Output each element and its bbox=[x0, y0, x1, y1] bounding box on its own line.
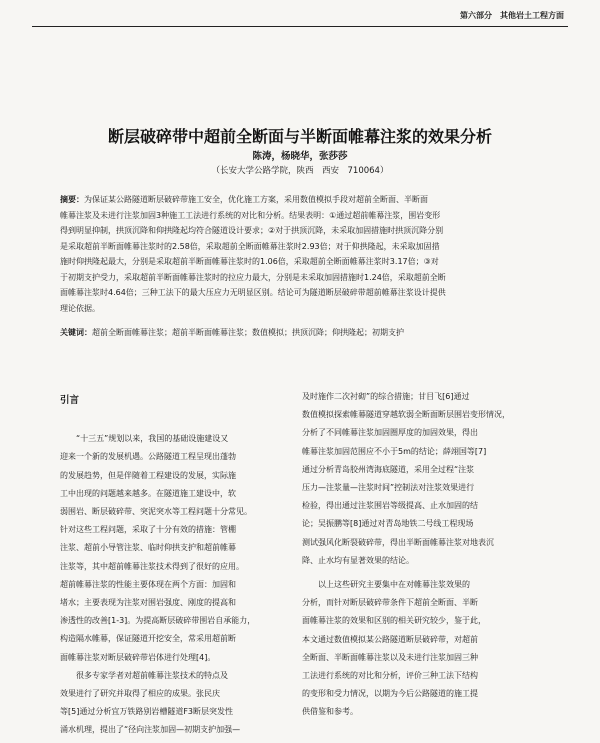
intro-heading: 引言 bbox=[60, 395, 80, 406]
keywords-text: 超前全断面帷幕注浆；超前半断面帷幕注浆；数值模拟；拱顶沉降；仰拱隆起；初期支护 bbox=[92, 328, 404, 337]
keywords-label: 关键词： bbox=[60, 328, 92, 337]
intro-paragraph-4: 以上这些研究主要集中在对帷幕注浆效果的 分析，而针对断层破碎带条件下超前全断面、半断 面帷幕注浆的效果和区别的相关研究较少，鉴于此， 本文通过数值模拟某公路隧道断层破碎带，对超前 全断面、半断面帷幕注浆以及未进行注浆加固三种 工法进行系统的对比和分析，评价三种工法下结构 的变形和受力情况，以期为今后公路隧道的施工提 供借鉴和参考。 bbox=[302, 580, 486, 717]
abstract bbox=[60, 192, 550, 316]
header-rule bbox=[32, 26, 568, 27]
intro-paragraph-1: “十三五”规划以来，我国的基础设施建设又 迎来一个新的发展机遇。公路隧道工程呈现出蓬勃 的发展趋势，但是伴随着工程建设的发展，实际施 工中出现的问题越来越多。在隧道施工建设中，软 弱围岩、断层破碎带、突泥突水等工程问题十分常见。 针对这些工程问题，采取了十分有效的措施：管棚 注浆、超前小导管注浆、临时仰拱支护和超前帷幕 注浆等，其中超前帷幕注浆技术得到了很好的应用。 超前帷幕注浆的性能主要体现在两个方面：加固和 堵水；主要表现为注浆对围岩强度、刚度的提高和 渗透性的改善[1-3]。为提高断层破碎带围岩自承能力， 构造隔水帷幕，保证隧道开挖安全，常采用超前断 面帷幕注浆对断层破碎带岩体进行处理[4]。 bbox=[60, 434, 256, 662]
intro-paragraph-3: 及时施作二次衬砌”的综合措施；甘目飞[6]通过 数值模拟探索帷幕隧道穿越软弱全断面断层围岩变形情况， 分析了不同帷幕注浆加固圈厚度的加固效果，得出 帷幕注浆加固范围应不小于5m的结论；薛翊国等[7] 通过分析青岛胶州湾海底隧道，采用全过程“注浆 压力—注浆量—注浆时间”控制法对注浆效果进行 检验，得出通过注浆围岩等级提高、止水加固的结 论；吴振鹏等[8]通过对青岛地铁二号线工程现场 测试强风化断裂破碎带，得出半断面帷幕注浆对地表沉 降、止水均有显著效果的结论。 bbox=[302, 392, 510, 565]
paper-affiliation: （长安大学公路学院，陕西 西安 710064） bbox=[211, 166, 389, 176]
running-header: 第六部分 其他岩土工程方面 bbox=[460, 11, 564, 20]
paper-title: 断层破碎带中超前全断面与半断面帷幕注浆的效果分析 bbox=[107, 127, 492, 146]
abstract-text: 为保证某公路隧道断层破碎带施工安全，优化施工方案，采用数值模拟手段对超前全断面、半断面 帷幕注浆及未进行注浆加固3种施工工法进行系统的对比和分析。结果表明：①通过超前帷幕注浆，围岩变形 得到明显抑制，拱顶沉降和仰拱隆起均符合隧道设计要求；②对于拱顶沉降，未采取加固措施时拱顶沉降分别 是采取超前半断面帷幕注浆时的2.58倍，采取超前全断面帷幕注浆时2.93倍；对于仰拱隆起，未采取加固措 施时仰拱隆起最大，分别是采取超前半断面帷幕注浆时的1.06倍，采取超前全断面帷幕注浆时3.17倍；③对 于初期支护受力，采取超前半断面帷幕注浆时的拉应力最大，分别是未采取加固措施时1.24倍，采取超前全断 面帷幕注浆时4.64倍；三种工法下的最大压应力无明显区别。结论可为隧道断层破碎带超前帷幕注浆设计提供 理论依据。 bbox=[60, 195, 446, 313]
abstract-label: 摘要： bbox=[60, 195, 84, 204]
right-column bbox=[302, 388, 550, 722]
left-column bbox=[60, 378, 308, 740]
keywords bbox=[60, 325, 550, 340]
paper-authors: 陈涛，杨晓华，张莎莎 bbox=[252, 151, 348, 162]
intro-paragraph-2: 很多专家学者对超前帷幕注浆技术的特点及 效果进行了研究并取得了相应的成果。张民庆 等[5]通过分析宜万铁路别岩槽隧道F3断层突发性 涌水机理，提出了“径向注浆加固—初期支护加强— bbox=[60, 670, 241, 735]
